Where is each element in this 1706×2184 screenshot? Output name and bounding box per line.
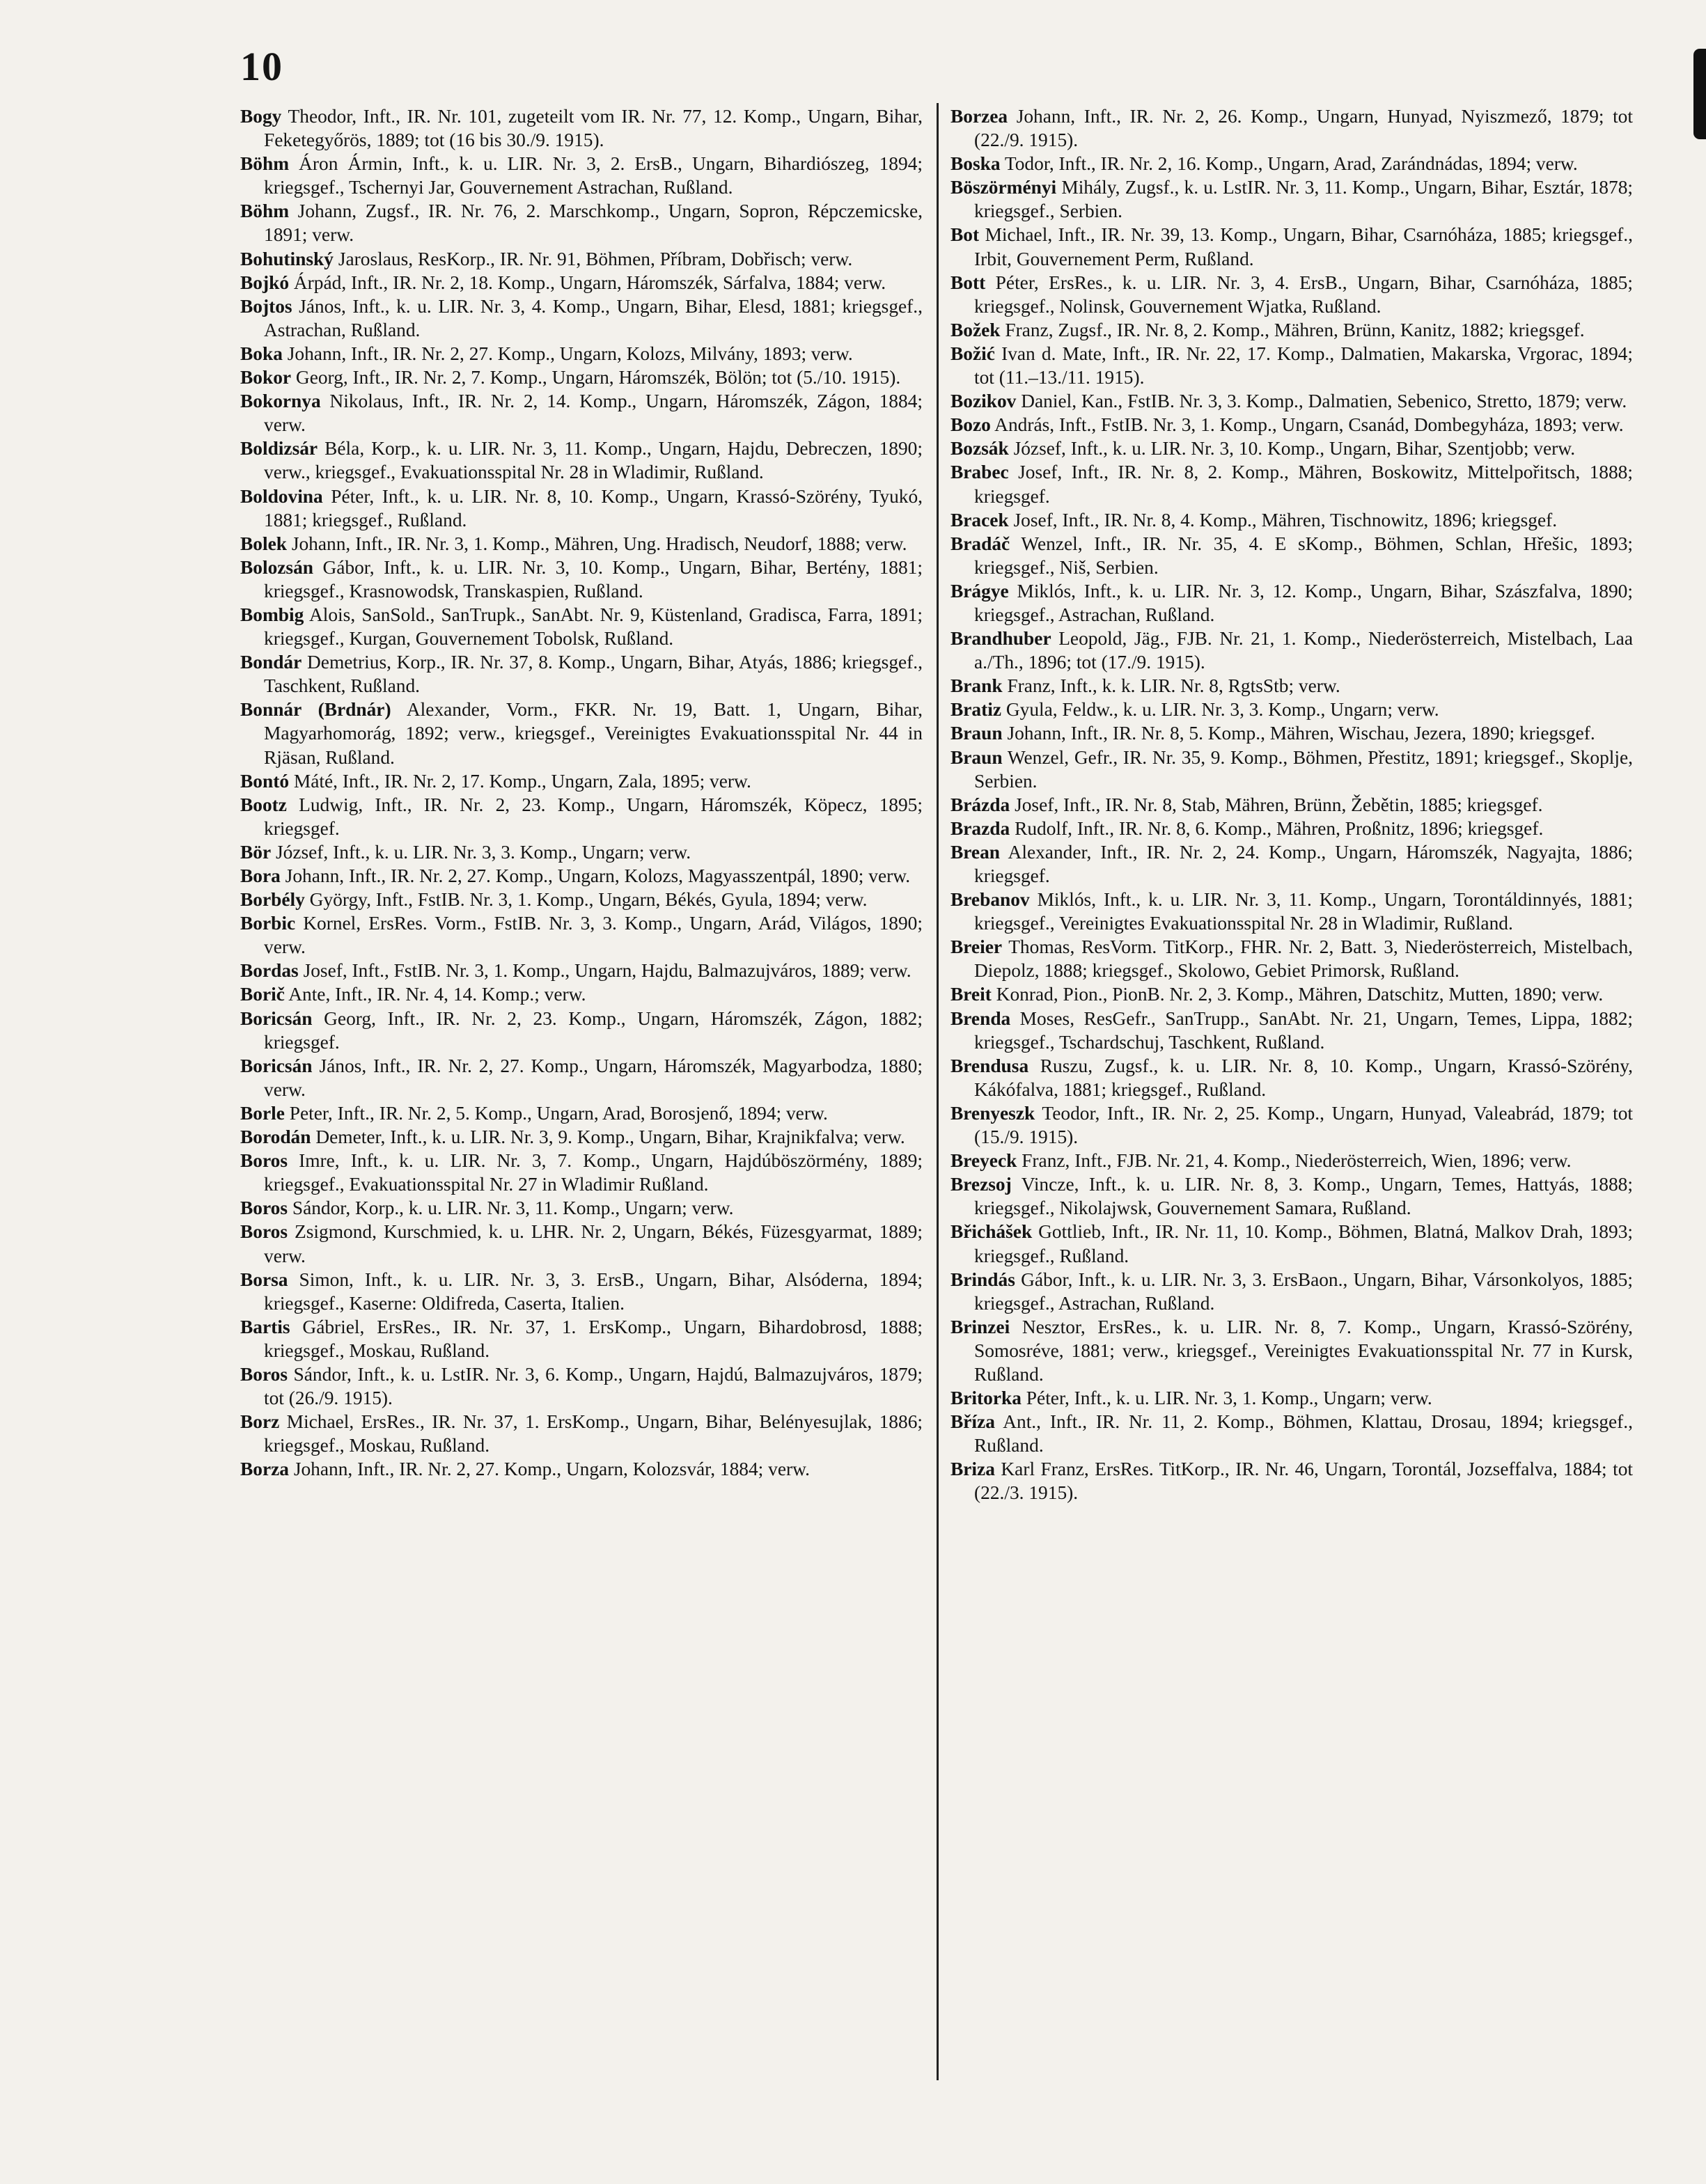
entry-surname: Boka bbox=[240, 343, 283, 364]
entry-surname: Bozo bbox=[950, 414, 991, 436]
entry-surname: Brean bbox=[950, 841, 1001, 863]
entry-details: Johann, Inft., IR. Nr. 8, 5. Komp., Mähren, Wischau, Jezera, 1890; kriegsgef. bbox=[1002, 723, 1595, 744]
entry-surname: Bontó bbox=[240, 770, 290, 792]
entry-details: Sándor, Inft., k. u. LstIR. Nr. 3, 6. Komp., Ungarn, Hajdú, Balmazujváros, 1879; tot (26./9. 1915). bbox=[264, 1363, 923, 1409]
page-edge-mark bbox=[1693, 49, 1706, 139]
register-entry bbox=[950, 674, 1633, 698]
register-entry bbox=[950, 1149, 1633, 1172]
register-entry bbox=[240, 864, 923, 888]
entry-surname: Böszörményi bbox=[950, 177, 1057, 198]
entry-surname: Braun bbox=[950, 746, 1003, 768]
register-entry bbox=[950, 935, 1633, 982]
register-entry bbox=[240, 342, 923, 366]
entry-surname: Boldovina bbox=[240, 485, 323, 507]
register-entry bbox=[950, 579, 1633, 627]
entry-surname: Borbély bbox=[240, 889, 305, 911]
entry-details: Alexander, Inft., IR. Nr. 2, 24. Komp., Ungarn, Háromszék, Nagyajta, 1886; kriegsgef. bbox=[974, 841, 1633, 886]
register-entry bbox=[950, 1101, 1633, 1149]
entry-details: Zsigmond, Kurschmied, k. u. LHR. Nr. 2, Ungarn, Békés, Füzesgyarmat, 1889; verw. bbox=[264, 1221, 923, 1266]
register-entry bbox=[240, 1007, 923, 1054]
entry-details: Karl Franz, ErsRes. TitKorp., IR. Nr. 46, Ungarn, Torontál, Jozseffalva, 1884; tot (22./3. 1915). bbox=[974, 1459, 1633, 1504]
entry-details: Johann, Zugsf., IR. Nr. 76, 2. Marschkomp., Ungarn, Sopron, Répczemicske, 1891; verw. bbox=[264, 201, 923, 246]
entry-details: Josef, Inft., IR. Nr. 8, 2. Komp., Mähren, Boskowitz, Mittelpořitsch, 1888; kriegsgef. bbox=[974, 462, 1633, 507]
entry-surname: Britorka bbox=[950, 1388, 1022, 1409]
entry-details: Josef, Inft., IR. Nr. 8, 4. Komp., Mähren, Tischnowitz, 1896; kriegsgef. bbox=[1008, 509, 1558, 531]
entry-surname: Borz bbox=[240, 1411, 280, 1433]
register-entry bbox=[240, 793, 923, 840]
register-entry bbox=[950, 152, 1633, 175]
entry-surname: Bora bbox=[240, 865, 281, 886]
register-entry bbox=[950, 1315, 1633, 1386]
entry-details: Michael, Inft., IR. Nr. 39, 13. Komp., Ungarn, Bihar, Csarnóháza, 1885; kriegsgef., Irbit, Gouvernement Perm, Rußland. bbox=[974, 224, 1633, 269]
entry-surname: Bordas bbox=[240, 960, 299, 982]
register-entry bbox=[950, 342, 1633, 389]
entry-details: Todor, Inft., IR. Nr. 2, 16. Komp., Ungarn, Arad, Zarándnádas, 1894; verw. bbox=[1000, 153, 1578, 175]
entry-details: Franz, Inft., k. k. LIR. Nr. 8, RgtsStb; verw. bbox=[1002, 675, 1340, 697]
register-entry bbox=[240, 1054, 923, 1101]
entry-details: Wenzel, Gefr., IR. Nr. 35, 9. Komp., Böhmen, Přestitz, 1891; kriegsgef., Skoplje, Serbien. bbox=[974, 746, 1633, 792]
entry-details: Franz, Zugsf., IR. Nr. 8, 2. Komp., Mähren, Brünn, Kanitz, 1882; kriegsgef. bbox=[1000, 319, 1585, 340]
entry-surname: Bombig bbox=[240, 604, 304, 625]
entry-details: Moses, ResGefr., SanTrupp., SanAbt. Nr. 21, Ungarn, Temes, Lippa, 1882; kriegsgef., Tschardschuj, Taschkent, Rußland. bbox=[974, 1007, 1633, 1053]
page-number: 10 bbox=[240, 44, 283, 89]
register-entry bbox=[240, 104, 923, 152]
register-entry bbox=[950, 746, 1633, 793]
register-entry bbox=[950, 318, 1633, 342]
entry-details: Theodor, Inft., IR. Nr. 101, zugeteilt vom IR. Nr. 77, 12. Komp., Ungarn, Bihar, Feketegyőrös, 1889; tot (16 bis 30./9. 1915). bbox=[264, 106, 923, 151]
entry-details: Gábor, Inft., k. u. LIR. Nr. 3, 10. Komp., Ungarn, Bihar, Bertény, 1881; kriegsgef., Krasnowodsk, Transkaspien, Rußland. bbox=[264, 556, 923, 602]
register-entry bbox=[950, 508, 1633, 532]
entry-details: Wenzel, Inft., IR. Nr. 35, 4. E sKomp., Böhmen, Schlan, Hřešic, 1893; kriegsgef., Niš, Serbien. bbox=[974, 533, 1633, 578]
entry-details: Vincze, Inft., k. u. LIR. Nr. 8, 3. Komp., Ungarn, Temes, Hattyás, 1888; kriegsgef., Nikolajwsk, Gouvernement Samara, Rußland. bbox=[974, 1174, 1633, 1219]
entry-surname: Božić bbox=[950, 343, 995, 364]
register-entry bbox=[950, 1054, 1633, 1101]
register-entry bbox=[950, 175, 1633, 223]
entry-details: Nikolaus, Inft., IR. Nr. 2, 14. Komp., Ungarn, Háromszék, Zágon, 1884; verw. bbox=[264, 391, 923, 436]
entry-surname: Břichášek bbox=[950, 1221, 1033, 1243]
entry-surname: Bogy bbox=[240, 106, 282, 127]
register-entry bbox=[240, 650, 923, 698]
register-entry bbox=[950, 413, 1633, 437]
entry-details: Johann, Inft., IR. Nr. 2, 26. Komp., Ungarn, Hunyad, Nyiszmező, 1879; tot (22./9. 1915). bbox=[974, 106, 1633, 151]
entry-surname: Bříza bbox=[950, 1411, 995, 1433]
entry-surname: Boros bbox=[240, 1363, 288, 1385]
entry-details: Johann, Inft., IR. Nr. 2, 27. Komp., Ungarn, Kolozs, Milvány, 1893; verw. bbox=[282, 343, 853, 364]
entry-surname: Böhm bbox=[240, 201, 290, 222]
entry-surname: Bohutinský bbox=[240, 248, 334, 269]
register-entry bbox=[240, 888, 923, 911]
entry-details: Demetrius, Korp., IR. Nr. 37, 8. Komp., Ungarn, Bihar, Atyás, 1886; kriegsgef., Taschkent, Rußland. bbox=[264, 652, 923, 697]
register-entry bbox=[950, 721, 1633, 745]
entry-surname: Bot bbox=[950, 224, 980, 246]
entry-surname: Breyeck bbox=[950, 1150, 1017, 1172]
entry-details: Máté, Inft., IR. Nr. 2, 17. Komp., Ungarn, Zala, 1895; verw. bbox=[289, 770, 751, 792]
entry-details: Rudolf, Inft., IR. Nr. 8, 6. Komp., Mähren, Proßnitz, 1896; kriegsgef. bbox=[1010, 817, 1544, 839]
entry-details: Johann, Inft., IR. Nr. 2, 27. Komp., Ungarn, Kolozs, Magyasszentpál, 1890; verw. bbox=[280, 865, 911, 886]
entry-details: Jaroslaus, ResKorp., IR. Nr. 91, Böhmen, Příbram, Dobřisch; verw. bbox=[333, 248, 853, 269]
register-entry bbox=[240, 389, 923, 437]
entry-details: János, Inft., IR. Nr. 2, 27. Komp., Ungarn, Háromszék, Magyarbodza, 1880; verw. bbox=[264, 1055, 923, 1100]
register-entry bbox=[950, 1457, 1633, 1505]
register-entry bbox=[240, 532, 923, 556]
register-entry bbox=[240, 199, 923, 246]
entry-details: Árpád, Inft., IR. Nr. 2, 18. Komp., Ungarn, Háromszék, Sárfalva, 1884; verw. bbox=[289, 272, 886, 293]
register-entry bbox=[950, 1386, 1633, 1410]
entry-details: Ant., Inft., IR. Nr. 11, 2. Komp., Böhmen, Klattau, Drosau, 1894; kriegsgef., Rußland. bbox=[974, 1411, 1633, 1456]
register-entry bbox=[240, 556, 923, 603]
register-entry bbox=[240, 1101, 923, 1125]
entry-details: Michael, ErsRes., IR. Nr. 37, 1. ErsKomp., Ungarn, Bihar, Belényesujlak, 1886; kriegsgef., Moskau, Rußland. bbox=[264, 1411, 923, 1456]
entry-details: József, Inft., k. u. LIR. Nr. 3, 3. Komp., Ungarn; verw. bbox=[271, 841, 691, 863]
entry-surname: Breit bbox=[950, 984, 992, 1005]
register-entry bbox=[240, 1457, 923, 1481]
entry-surname: Bojtos bbox=[240, 295, 292, 317]
entry-surname: Boricsán bbox=[240, 1007, 313, 1029]
entry-surname: Borle bbox=[240, 1102, 285, 1124]
register-entry bbox=[240, 1125, 923, 1149]
entry-surname: Brenyeszk bbox=[950, 1102, 1035, 1124]
register-entry bbox=[950, 532, 1633, 579]
entry-surname: Borzea bbox=[950, 106, 1008, 127]
entry-details: Sándor, Korp., k. u. LIR. Nr. 3, 11. Komp., Ungarn; verw. bbox=[287, 1197, 734, 1219]
entry-details: Alexander, Vorm., FKR. Nr. 19, Batt. 1, Ungarn, Bihar, Magyarhomorág, 1892; verw., kriegsgef., Vereinigtes Evakuationsspital Nr. 44 in Rjäsan, Rußland. bbox=[264, 699, 923, 768]
entry-details: Gábor, Inft., k. u. LIR. Nr. 3, 3. ErsBaon., Ungarn, Bihar, Vársonkolyos, 1885; kriegsgef., Astrachan, Rußland. bbox=[974, 1268, 1633, 1314]
entry-details: Josef, Inft., IR. Nr. 8, Stab, Mähren, Brünn, Žebětin, 1885; kriegsgef. bbox=[1010, 794, 1543, 815]
entry-surname: Bokor bbox=[240, 367, 292, 388]
entry-details: Péter, ErsRes., k. u. LIR. Nr. 3, 4. ErsB., Ungarn, Bihar, Csarnóháza, 1885; kriegsgef., Nolinsk, Gouvernement Wjatka, Rußland. bbox=[974, 272, 1633, 317]
register-entry bbox=[950, 793, 1633, 817]
register-entry bbox=[240, 152, 923, 199]
register-entry bbox=[950, 1007, 1633, 1054]
entry-details: Georg, Inft., IR. Nr. 2, 7. Komp., Ungarn, Háromszék, Bölön; tot (5./10. 1915). bbox=[291, 367, 901, 388]
entry-details: Ruszu, Zugsf., k. u. LIR. Nr. 8, 10. Komp., Ungarn, Krassó-Szörény, Kákófalva, 1881; kriegsgef., Rußland. bbox=[974, 1055, 1633, 1100]
register-entry bbox=[240, 1362, 923, 1410]
register-entry bbox=[240, 911, 923, 959]
register-entry bbox=[240, 485, 923, 532]
entry-details: Johann, Inft., IR. Nr. 3, 1. Komp., Mähren, Ung. Hradisch, Neudorf, 1888; verw. bbox=[286, 533, 907, 554]
register-entry bbox=[240, 1315, 923, 1362]
entry-surname: Boska bbox=[950, 153, 1001, 175]
entry-surname: Brank bbox=[950, 675, 1003, 697]
entry-surname: Borič bbox=[240, 984, 285, 1005]
entry-details: Ante, Inft., IR. Nr. 4, 14. Komp.; verw. bbox=[284, 984, 586, 1005]
register-entry bbox=[950, 1268, 1633, 1315]
register-entry bbox=[950, 437, 1633, 460]
entry-details: Ivan d. Mate, Inft., IR. Nr. 22, 17. Komp., Dalmatien, Makarska, Vrgorac, 1894; tot (11.–13./11. 1915). bbox=[974, 343, 1633, 388]
register-entry bbox=[950, 1410, 1633, 1457]
entry-surname: Borbic bbox=[240, 913, 296, 934]
entry-surname: Bör bbox=[240, 841, 272, 863]
entry-surname: Bartis bbox=[240, 1316, 290, 1337]
register-entry bbox=[950, 888, 1633, 935]
entry-details: Gottlieb, Inft., IR. Nr. 11, 10. Komp., Böhmen, Blatná, Malkov Drah, 1893; kriegsgef., Rußland. bbox=[974, 1221, 1633, 1266]
entry-surname: Briza bbox=[950, 1459, 995, 1480]
entry-details: Ludwig, Inft., IR. Nr. 2, 23. Komp., Ungarn, Háromszék, Köpecz, 1895; kriegsgef. bbox=[264, 794, 923, 839]
entry-surname: Bradáč bbox=[950, 533, 1010, 554]
entry-surname: Božek bbox=[950, 319, 1001, 340]
entry-details: György, Inft., FstIB. Nr. 3, 1. Komp., Ungarn, Békés, Gyula, 1894; verw. bbox=[304, 889, 868, 911]
register-entry bbox=[240, 1196, 923, 1220]
register-entry bbox=[240, 1268, 923, 1315]
entry-surname: Brandhuber bbox=[950, 628, 1051, 650]
entry-surname: Brágye bbox=[950, 580, 1009, 602]
entry-surname: Braun bbox=[950, 723, 1003, 744]
register-entry bbox=[950, 460, 1633, 508]
register-entry bbox=[950, 817, 1633, 840]
register-entry bbox=[240, 769, 923, 793]
register-entry bbox=[950, 698, 1633, 721]
entry-details: Kornel, ErsRes. Vorm., FstIB. Nr. 3, 3. Komp., Ungarn, Arád, Világos, 1890; verw. bbox=[264, 913, 923, 958]
register-entry bbox=[950, 223, 1633, 270]
entry-surname: Bratiz bbox=[950, 699, 1002, 721]
entry-details: Thomas, ResVorm. TitKorp., FHR. Nr. 2, Batt. 3, Niederösterreich, Mistelbach, Diepolz, 1888; kriegsgef., Skolowo, Gebiet Primorsk, Rußland. bbox=[974, 936, 1633, 982]
entry-details: Teodor, Inft., IR. Nr. 2, 25. Komp., Ungarn, Hunyad, Valeabrád, 1879; tot (15./9. 1915). bbox=[974, 1102, 1633, 1148]
entry-surname: Boricsán bbox=[240, 1055, 313, 1076]
register-entry bbox=[950, 627, 1633, 674]
register-entry bbox=[240, 294, 923, 342]
entry-surname: Brázda bbox=[950, 794, 1010, 815]
entry-surname: Böhm bbox=[240, 153, 290, 175]
entry-details: Miklós, Inft., k. u. LIR. Nr. 3, 11. Komp., Ungarn, Torontáldinnyés, 1881; kriegsgef., Vereinigtes Evakuationsspital Nr. 28 in Wladimir, Rußland. bbox=[974, 889, 1633, 934]
entry-details: Simon, Inft., k. u. LIR. Nr. 3, 3. ErsB., Ungarn, Bihar, Alsóderna, 1894; kriegsgef., Kaserne: Oldifreda, Caserta, Italien. bbox=[264, 1268, 923, 1314]
entry-details: Franz, Inft., FJB. Nr. 21, 4. Komp., Niederösterreich, Wien, 1896; verw. bbox=[1017, 1150, 1572, 1172]
entry-details: Johann, Inft., IR. Nr. 2, 27. Komp., Ungarn, Kolozsvár, 1884; verw. bbox=[288, 1459, 810, 1480]
register-entry bbox=[950, 1220, 1633, 1267]
entry-surname: Bracek bbox=[950, 509, 1009, 531]
entry-details: Gábriel, ErsRes., IR. Nr. 37, 1. ErsKomp., Ungarn, Bihardobrosd, 1888; kriegsgef., Moskau, Rußland. bbox=[264, 1316, 923, 1361]
entry-details: Daniel, Kan., FstIB. Nr. 3, 3. Komp., Dalmatien, Sebenico, Stretto, 1879; verw. bbox=[1016, 391, 1627, 412]
entry-surname: Bondár bbox=[240, 652, 302, 673]
entry-surname: Bolozsán bbox=[240, 556, 314, 578]
entry-surname: Bonnár (Brdnár) bbox=[240, 699, 391, 721]
entry-surname: Brabec bbox=[950, 462, 1009, 483]
entry-surname: Brinzei bbox=[950, 1316, 1010, 1337]
entry-surname: Brezsoj bbox=[950, 1174, 1012, 1195]
entry-surname: Breier bbox=[950, 936, 1003, 958]
entry-surname: Boros bbox=[240, 1150, 288, 1172]
register-entry bbox=[240, 1220, 923, 1267]
register-entry bbox=[240, 698, 923, 769]
register-entry bbox=[240, 271, 923, 294]
entry-details: János, Inft., k. u. LIR. Nr. 3, 4. Komp., Ungarn, Bihar, Elesd, 1881; kriegsgef., Astrachan, Rußland. bbox=[264, 295, 923, 340]
register-entry bbox=[950, 840, 1633, 888]
entry-details: Béla, Korp., k. u. LIR. Nr. 3, 11. Komp., Ungarn, Hajdu, Debreczen, 1890; verw., kriegsgef., Evakuationsspital Nr. 28 in Wladimir, Rußland. bbox=[264, 438, 923, 483]
register-entry bbox=[240, 959, 923, 982]
entry-surname: Borza bbox=[240, 1459, 289, 1480]
register-entry bbox=[240, 437, 923, 484]
entry-surname: Bozikov bbox=[950, 391, 1017, 412]
entry-details: József, Inft., k. u. LIR. Nr. 3, 10. Komp., Ungarn, Bihar, Szentjobb; verw. bbox=[1008, 438, 1576, 459]
right-column bbox=[950, 104, 1633, 1505]
column-divider bbox=[937, 103, 939, 2080]
entry-surname: Borsa bbox=[240, 1268, 288, 1290]
entry-details: Demeter, Inft., k. u. LIR. Nr. 3, 9. Komp., Ungarn, Bihar, Krajnikfalva; verw. bbox=[311, 1126, 905, 1148]
entry-surname: Bott bbox=[950, 272, 986, 293]
register-entry bbox=[950, 982, 1633, 1006]
entry-details: Josef, Inft., FstIB. Nr. 3, 1. Komp., Ungarn, Hajdu, Balmazujváros, 1889; verw. bbox=[298, 960, 911, 982]
entry-surname: Borodán bbox=[240, 1126, 311, 1148]
entry-details: András, Inft., FstIB. Nr. 3, 1. Komp., Ungarn, Csanád, Dombegyháza, 1893; verw. bbox=[990, 414, 1624, 436]
entry-details: Nesztor, ErsRes., k. u. LIR. Nr. 8, 7. Komp., Ungarn, Krassó-Szörény, Somosréve, 1881; verw., kriegsgef., Vereinigtes Evakuationsspital Nr. 77 in Kursk, Rußland. bbox=[974, 1316, 1633, 1385]
entry-surname: Bokornya bbox=[240, 391, 321, 412]
register-entry bbox=[240, 1410, 923, 1457]
left-column bbox=[240, 104, 923, 1481]
register-entry bbox=[240, 603, 923, 650]
register-entry bbox=[240, 840, 923, 864]
entry-surname: Bolek bbox=[240, 533, 287, 554]
entry-surname: Brendusa bbox=[950, 1055, 1029, 1076]
entry-details: Imre, Inft., k. u. LIR. Nr. 3, 7. Komp., Ungarn, Hajdúböszörmény, 1889; kriegsgef., Evakuationsspital Nr. 27 in Wladimir Rußland. bbox=[264, 1150, 923, 1195]
register-entry bbox=[950, 104, 1633, 152]
entry-details: Leopold, Jäg., FJB. Nr. 21, 1. Komp., Niederösterreich, Mistelbach, Laa a./Th., 1896; tot (17./9. 1915). bbox=[974, 628, 1633, 673]
entry-details: Péter, Inft., k. u. LIR. Nr. 8, 10. Komp., Ungarn, Krassó-Szörény, Tyukó, 1881; kriegsgef., Rußland. bbox=[264, 485, 923, 531]
entry-details: Péter, Inft., k. u. LIR. Nr. 3, 1. Komp., Ungarn; verw. bbox=[1021, 1388, 1432, 1409]
entry-surname: Brindás bbox=[950, 1268, 1015, 1290]
entry-details: Áron Ármin, Inft., k. u. LIR. Nr. 3, 2. ErsB., Ungarn, Bihardiószeg, 1894; kriegsgef., Tschernyi Jar, Gouvernement Astrachan, Rußland. bbox=[264, 153, 923, 198]
entry-details: Miklós, Inft., k. u. LIR. Nr. 3, 12. Komp., Ungarn, Bihar, Szászfalva, 1890; kriegsgef., Astrachan, Rußland. bbox=[974, 580, 1633, 625]
register-entry bbox=[240, 366, 923, 389]
register-entry bbox=[240, 982, 923, 1006]
entry-surname: Boldizsár bbox=[240, 438, 318, 459]
entry-surname: Brazda bbox=[950, 817, 1010, 839]
entry-surname: Brebanov bbox=[950, 889, 1030, 911]
register-entry bbox=[950, 1172, 1633, 1220]
entry-surname: Boros bbox=[240, 1221, 288, 1243]
entry-details: Mihály, Zugsf., k. u. LstIR. Nr. 3, 11. Komp., Ungarn, Bihar, Esztár, 1878; kriegsgef., Serbien. bbox=[974, 177, 1633, 222]
register-entry bbox=[950, 271, 1633, 318]
register-entry bbox=[240, 1149, 923, 1196]
entry-details: Georg, Inft., IR. Nr. 2, 23. Komp., Ungarn, Háromszék, Zágon, 1882; kriegsgef. bbox=[264, 1007, 923, 1053]
entry-details: Gyula, Feldw., k. u. LIR. Nr. 3, 3. Komp., Ungarn; verw. bbox=[1001, 699, 1439, 721]
entry-surname: Brenda bbox=[950, 1007, 1011, 1029]
entry-details: Peter, Inft., IR. Nr. 2, 5. Komp., Ungarn, Arad, Borosjenő, 1894; verw. bbox=[284, 1102, 828, 1124]
entry-details: Alois, SanSold., SanTrupk., SanAbt. Nr. 9, Küstenland, Gradisca, Farra, 1891; kriegsgef., Kurgan, Gouvernement Tobolsk, Rußland. bbox=[264, 604, 923, 650]
entry-surname: Bozsák bbox=[950, 438, 1009, 459]
register-entry bbox=[950, 389, 1633, 413]
entry-surname: Boros bbox=[240, 1197, 288, 1219]
register-entry bbox=[240, 247, 923, 271]
entry-details: Konrad, Pion., PionB. Nr. 2, 3. Komp., Mähren, Datschitz, Mutten, 1890; verw. bbox=[991, 984, 1604, 1005]
entry-surname: Bootz bbox=[240, 794, 287, 815]
entry-surname: Bojkó bbox=[240, 272, 290, 293]
